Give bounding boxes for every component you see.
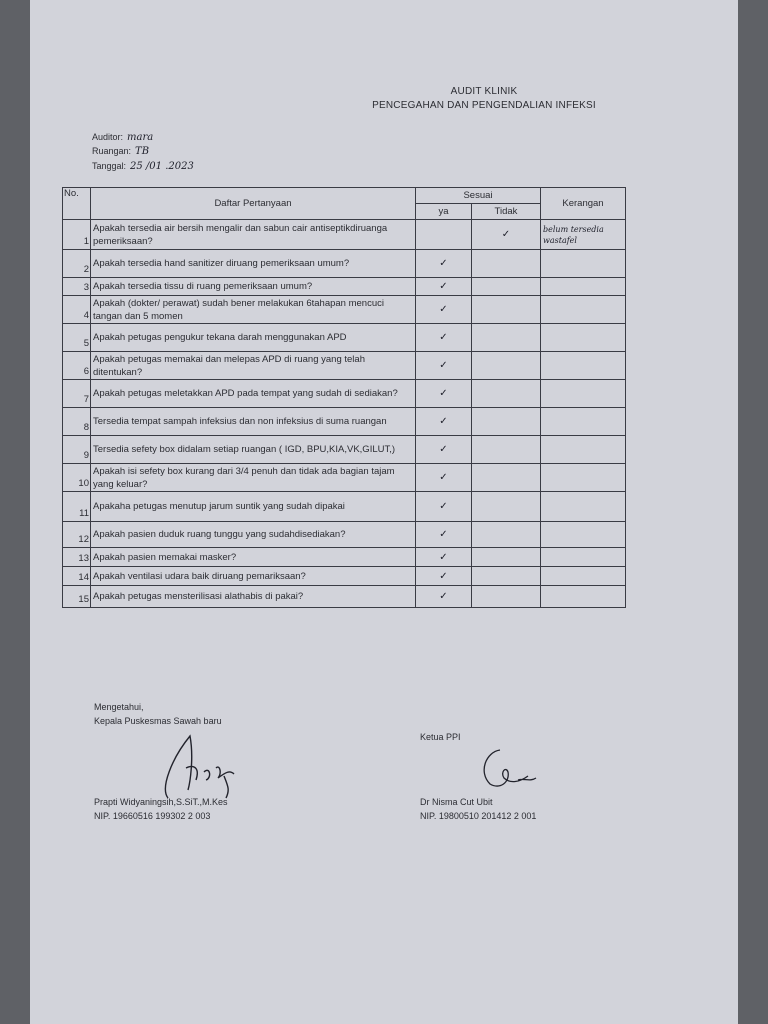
ruangan-label: Ruangan: (92, 146, 132, 156)
row-tidak-mark (472, 567, 541, 586)
row-question: Apakah petugas memakai dan melepas APD di ruang yang telah ditentukan? (91, 352, 416, 380)
row-keterangan (541, 464, 626, 492)
row-tidak-mark (472, 352, 541, 380)
row-keterangan (541, 492, 626, 522)
header-keterangan: Kerangan (541, 188, 626, 220)
table-row (63, 492, 626, 522)
row-ya-mark: ✓ (416, 380, 472, 408)
row-keterangan (541, 250, 626, 278)
auditor-line (92, 132, 153, 143)
row-question: Apakah tersedia hand sanitizer diruang pemeriksaan umum? (91, 250, 416, 278)
row-question: Apakah pasien memakai masker? (91, 548, 416, 567)
row-number: 2 (63, 250, 91, 278)
header-question: Daftar Pertanyaan (91, 188, 416, 220)
row-number: 10 (63, 464, 91, 492)
row-number: 6 (63, 352, 91, 380)
ruangan-value: TB (135, 146, 150, 157)
row-number: 14 (63, 567, 91, 586)
row-keterangan (541, 324, 626, 352)
row-ya-mark: ✓ (416, 408, 472, 436)
table-row (63, 464, 626, 492)
row-number: 9 (63, 436, 91, 464)
row-keterangan (541, 408, 626, 436)
row-keterangan (541, 380, 626, 408)
row-ya-mark: ✓ (416, 522, 472, 548)
row-ya-mark: ✓ (416, 586, 472, 608)
row-keterangan (541, 296, 626, 324)
header-sesuai: Sesuai (416, 188, 541, 204)
row-question: Apakah petugas mensterilisasi alathabis di pakai? (91, 586, 416, 608)
auditor-label: Auditor: (92, 132, 124, 142)
tanggal-line (92, 161, 194, 172)
right-signatory (420, 795, 536, 823)
row-keterangan (541, 436, 626, 464)
row-keterangan (541, 522, 626, 548)
table-row (63, 586, 626, 608)
row-ya-mark (416, 220, 472, 250)
row-tidak-mark (472, 492, 541, 522)
right-name: Dr Nisma Cut Ubit (420, 797, 493, 807)
row-question: Apakah tersedia tissu di ruang pemeriksaan umum? (91, 278, 416, 296)
row-ya-mark: ✓ (416, 548, 472, 567)
left-name: Prapti Widyaningsih,S.SiT.,M.Kes (94, 797, 228, 807)
row-number: 3 (63, 278, 91, 296)
ruangan-line (92, 146, 149, 157)
table-row (63, 324, 626, 352)
row-question: Apakah tersedia air bersih mengalir dan sabun cair antiseptikdiruanga pemeriksaan? (91, 220, 416, 250)
row-ya-mark: ✓ (416, 464, 472, 492)
row-number: 15 (63, 586, 91, 608)
header-no: No. (63, 188, 91, 220)
row-question: Apakah isi sefety box kurang dari 3/4 penuh dan tidak ada bagian tajam yang keluar? (91, 464, 416, 492)
row-question: Apakah ventilasi udara baik diruang pemariksaan? (91, 567, 416, 586)
row-ya-mark: ✓ (416, 278, 472, 296)
left-signature-block (94, 700, 222, 728)
table-row (63, 296, 626, 324)
row-number: 1 (63, 220, 91, 250)
row-tidak-mark (472, 296, 541, 324)
row-tidak-mark (472, 324, 541, 352)
document-subtitle: PENCEGAHAN DAN PENGENDALIAN INFEKSI (372, 100, 596, 111)
table-row (63, 436, 626, 464)
auditor-value: mara (127, 132, 154, 143)
table-row (63, 220, 626, 250)
row-ya-mark: ✓ (416, 324, 472, 352)
row-tidak-mark (472, 436, 541, 464)
row-question: Apakaha petugas menutup jarum suntik yang sudah dipakai (91, 492, 416, 522)
row-keterangan (541, 586, 626, 608)
row-ya-mark: ✓ (416, 352, 472, 380)
row-question: Apakah pasien duduk ruang tunggu yang sudahdisediakan? (91, 522, 416, 548)
row-tidak-mark: ✓ (472, 220, 541, 250)
row-keterangan (541, 567, 626, 586)
tanggal-value: 25 /01 .2023 (130, 161, 194, 172)
ketua-label: Ketua PPI (420, 732, 461, 742)
table-row (63, 250, 626, 278)
right-nip: NIP. 19800510 201412 2 001 (420, 811, 537, 821)
table-row (63, 352, 626, 380)
row-ya-mark: ✓ (416, 296, 472, 324)
row-question: Apakah (dokter/ perawat) sudah bener melakukan 6tahapan mencuci tangan dan 5 momen (91, 296, 416, 324)
row-question: Tersedia tempat sampah infeksius dan non infeksius di suma ruangan (91, 408, 416, 436)
audit-table (62, 187, 626, 608)
table-row (63, 567, 626, 586)
row-number: 13 (63, 548, 91, 567)
left-signatory (94, 795, 228, 823)
table-row (63, 548, 626, 567)
row-tidak-mark (472, 380, 541, 408)
mengetahui-label: Mengetahui, (94, 702, 144, 712)
table-row (63, 278, 626, 296)
table-row (63, 380, 626, 408)
document-title: AUDIT KLINIK (450, 86, 518, 97)
row-tidak-mark (472, 464, 541, 492)
row-tidak-mark (472, 250, 541, 278)
right-signature-block (420, 730, 461, 744)
row-question: Apakah petugas pengukur tekana darah menggunakan APD (91, 324, 416, 352)
header-ya: ya (416, 204, 472, 220)
row-number: 8 (63, 408, 91, 436)
row-number: 7 (63, 380, 91, 408)
row-tidak-mark (472, 548, 541, 567)
row-number: 12 (63, 522, 91, 548)
kepala-label: Kepala Puskesmas Sawah baru (94, 716, 222, 726)
row-number: 11 (63, 492, 91, 522)
row-ya-mark: ✓ (416, 250, 472, 278)
row-ya-mark: ✓ (416, 492, 472, 522)
right-signature (470, 742, 550, 792)
row-tidak-mark (472, 278, 541, 296)
row-tidak-mark (472, 522, 541, 548)
row-keterangan: belum tersedia wastafel (541, 220, 626, 250)
row-number: 5 (63, 324, 91, 352)
row-number: 4 (63, 296, 91, 324)
table-row (63, 408, 626, 436)
left-nip: NIP. 19660516 199302 2 003 (94, 811, 211, 821)
table-row (63, 522, 626, 548)
row-tidak-mark (472, 408, 541, 436)
row-tidak-mark (472, 586, 541, 608)
row-ya-mark: ✓ (416, 436, 472, 464)
row-question: Apakah petugas meletakkan APD pada tempat yang sudah di sediakan? (91, 380, 416, 408)
tanggal-label: Tanggal: (92, 161, 127, 171)
row-keterangan (541, 548, 626, 567)
row-keterangan (541, 352, 626, 380)
row-question: Tersedia sefety box didalam setiap ruangan ( IGD, BPU,KIA,VK,GILUT,) (91, 436, 416, 464)
row-ya-mark: ✓ (416, 567, 472, 586)
row-keterangan (541, 278, 626, 296)
header-tidak: Tidak (472, 204, 541, 220)
